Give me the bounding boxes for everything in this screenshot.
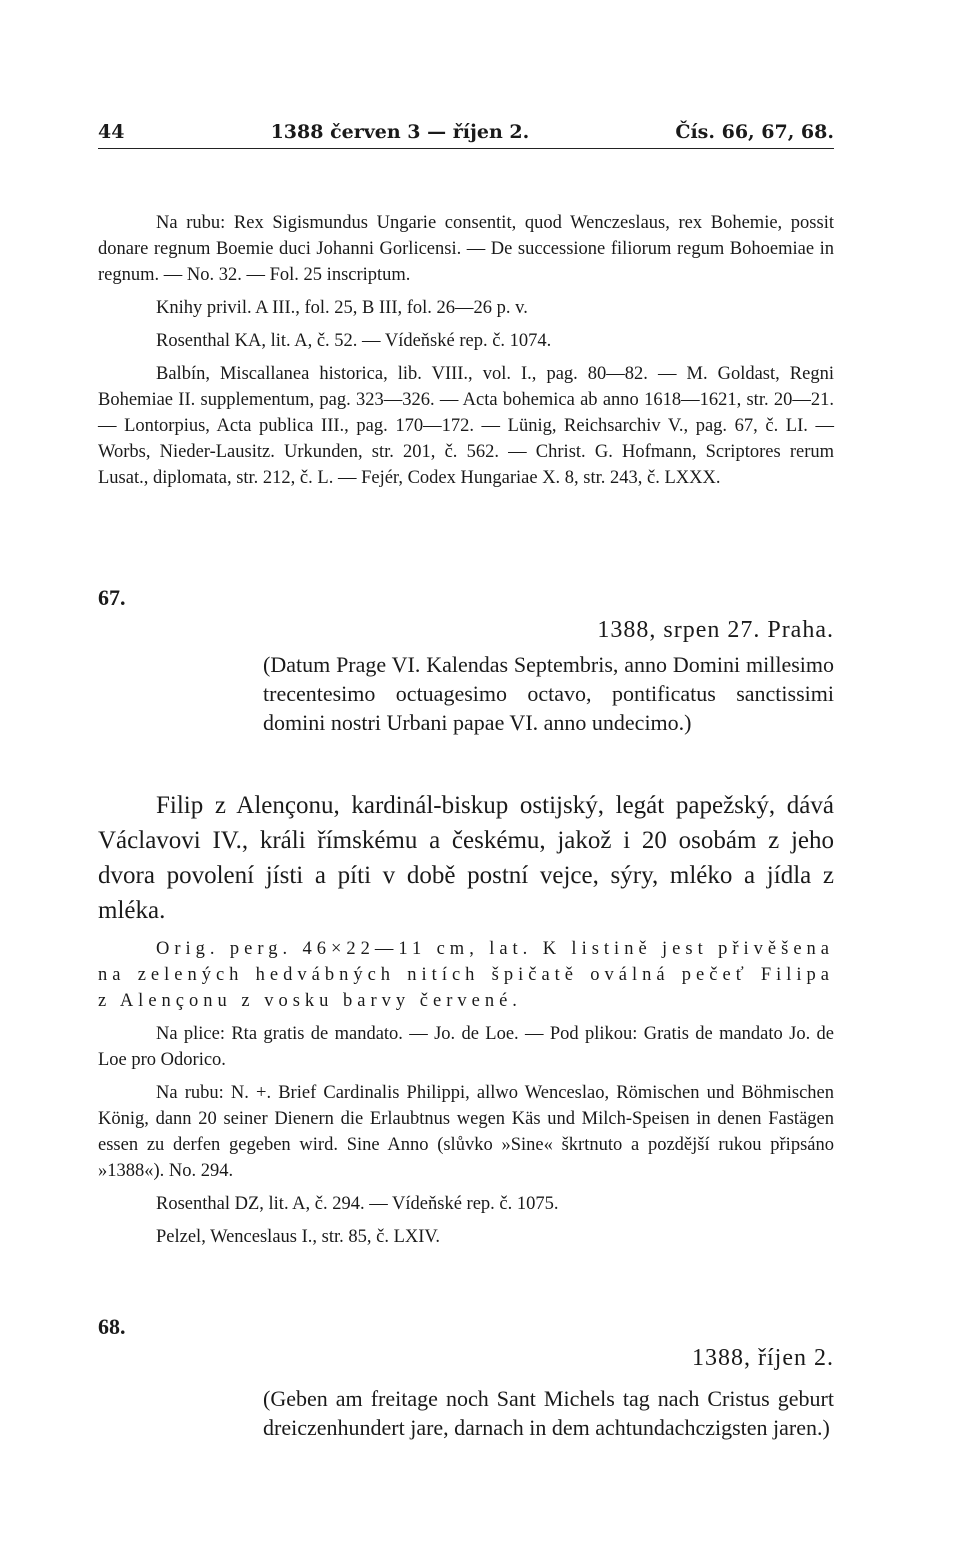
page-number: 44 xyxy=(98,121,125,143)
doc67-original-description: Orig. perg. 46×22—11 cm, lat. K listině jest přivěšena na zelených hedvábných nitích špičatě oválná pečeť Filipa z Alençonu z vosku barvy červené. xyxy=(98,939,834,1011)
doc67-number: 67. xyxy=(98,585,126,610)
running-header xyxy=(98,120,834,149)
doc67-plica-note: Na plice: Rta gratis de mandato. — Jo. de Loe. — Pod plikou: Gratis de mandato Jo. de Loe pro Odorico. xyxy=(98,1024,834,1070)
doc67-ref-repertories: Rosenthal DZ, lit. A, č. 294. — Vídeňské rep. č. 1075. xyxy=(156,1194,559,1214)
doc66-ref-editions: Balbín, Miscallanea historica, lib. VIII., vol. I., pag. 80—82. — M. Goldast, Regni Bohemiae II. supplementum, pag. 323—326. — Acta bohemica ab anno 1618—1621, str. 20—21. — Lontorpius, Acta publica III., pag. 170—172. — Lünig, Reichsarchiv V., pag. 67, č. LI. — Worbs, Nieder-Lausitz. Urkunden, str. 201, č. 562. — Christ. G. Hofmann, Scriptores rerum Lusat., diplomata, str. 212, č. L. — Fejér, Codex Hungariae X. 8, str. 243, č. LXXX. xyxy=(98,364,834,488)
doc67-ref-editions: Pelzel, Wenceslaus I., str. 85, č. LXIV. xyxy=(156,1227,441,1247)
doc68-dating-clause: (Geben am freitage noch Sant Michels tag nach Cristus geburt dreiczenhundert jare, darnach in dem achtundachczigsten jaren.) xyxy=(263,1386,834,1440)
doc66-notes xyxy=(98,210,834,491)
doc68-number: 68. xyxy=(98,1314,126,1339)
header-date-range: 1388 červen 3 — říjen 2. xyxy=(270,121,530,143)
doc67-dating-clause: (Datum Prage VI. Kalendas Septembris, anno Domini millesimo trecentesimo octuagesimo octavo, pontificatus sanctissimi domini nostri Urbani papae VI. anno undecimo.) xyxy=(263,652,834,735)
doc67-rubric: Na rubu: N. +. Brief Cardinalis Philippi, allwo Wenceslao, Römischen und Böhmischen König, dann 20 seiner Dienern die Erlaubtnus wegen Käs und Milch-Speisen in denen Fastägen essen zu derfen gegeben wird. Sine Anno (slůvko »Sine« škrtnuto a pozdější rukou připsáno »1388«). No. 294. xyxy=(98,1083,834,1181)
doc66-rubric: Na rubu: Rex Sigismundus Ungarie consentit, quod Wenczeslaus, rex Bohemie, possit donare regnum Boemie duci Johanni Gorlicensi. — De successione filiorum regum Bohoemiae in regnum. — No. 32. — Fol. 25 inscriptum. xyxy=(98,213,834,285)
doc66-ref-manuscripts: Knihy privil. A III., fol. 25, B III, fol. 26—26 p. v. xyxy=(156,298,528,318)
doc67-regest: Filip z Alençonu, kardinál-biskup ostijský, legát papežský, dává Václavovi IV., králi římskému a českému, jakož i 20 osobám z jeho dvora povolení jísti a píti v době postní vejce, sýry, mléko a jídla z mléka. xyxy=(98,792,834,924)
doc66-ref-repertories: Rosenthal KA, lit. A, č. 52. — Vídeňské rep. č. 1074. xyxy=(156,331,552,351)
header-document-numbers: Čís. 66, 67, 68. xyxy=(675,121,834,143)
doc67-notes xyxy=(98,936,834,1250)
doc68-date: 1388, říjen 2. xyxy=(692,1345,834,1371)
doc67-date-place: 1388, srpen 27. Praha. xyxy=(597,617,834,643)
